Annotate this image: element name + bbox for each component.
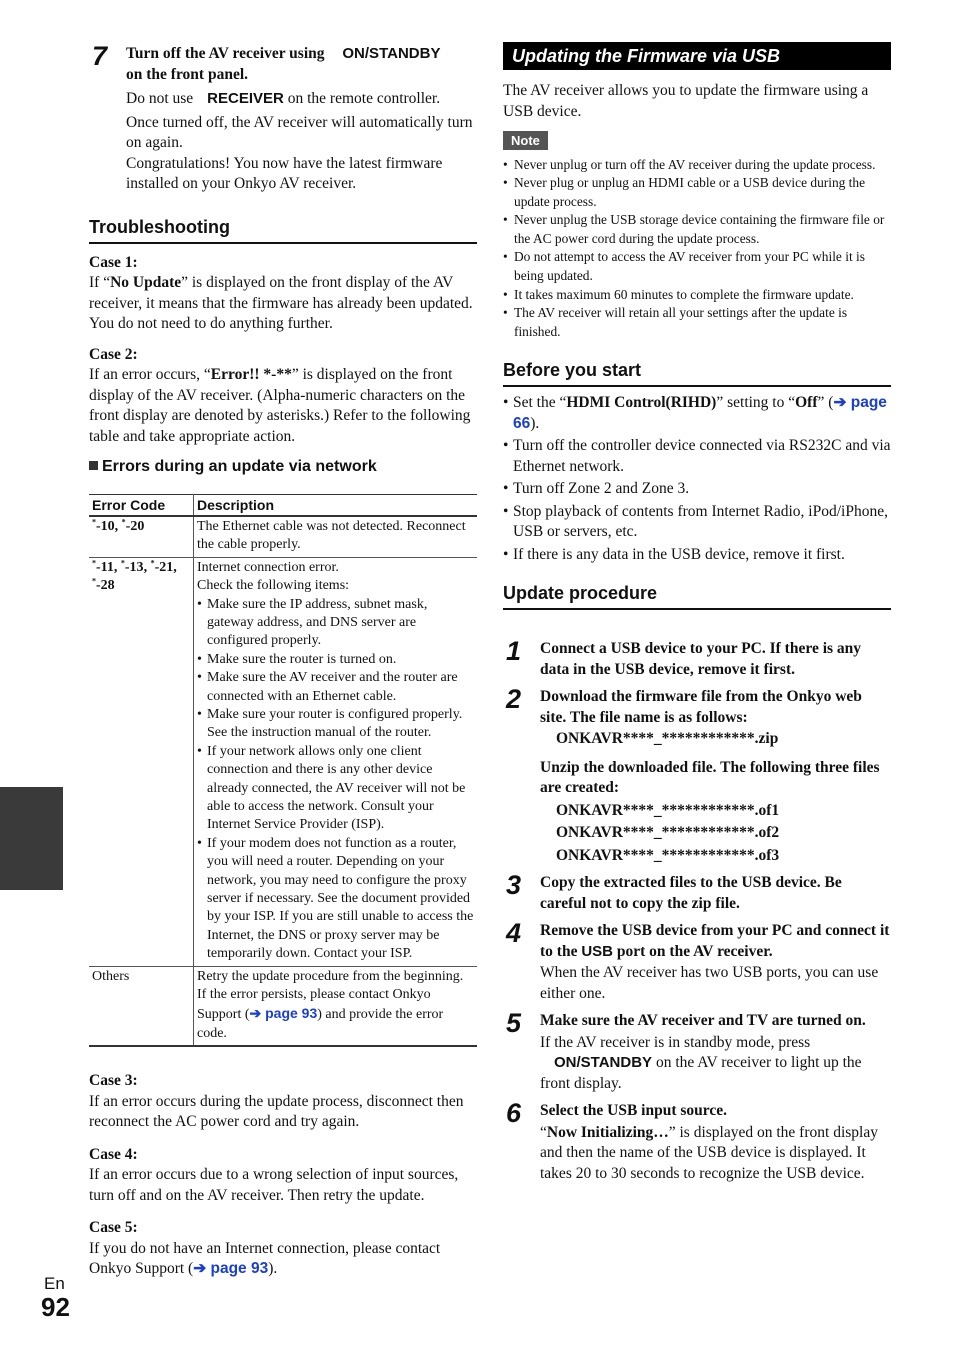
step-number: 6 bbox=[506, 1098, 522, 1129]
list-item: • Do not attempt to access the AV receiver from your PC while it is being updated. bbox=[503, 248, 891, 285]
before-list bbox=[503, 393, 891, 565]
list-item: • Make sure the IP address, subnet mask, gateway address, and DNS server are configured properly. bbox=[197, 596, 474, 651]
description-cell: The Ethernet cable was not detected. Reconnect the cable properly. bbox=[194, 516, 478, 557]
error-code: -28 bbox=[96, 578, 115, 594]
step-6-text-pre: “ bbox=[540, 1123, 547, 1141]
case-3 bbox=[89, 1071, 477, 1133]
left-column bbox=[89, 41, 477, 1280]
list-item: • The AV receiver will retain all your settings after the update is finished. bbox=[503, 304, 891, 341]
page-number: 92 bbox=[41, 1292, 70, 1322]
step-4-heading-post: port on the AV receiver. bbox=[613, 942, 773, 960]
list-item: • It takes maximum 60 minutes to complete the firmware update. bbox=[503, 286, 891, 305]
description-cell bbox=[194, 557, 478, 966]
error-code-cell: *-10, *-20 bbox=[89, 516, 194, 557]
step-1-heading: Connect a USB device to your PC. If there is any data in the USB device, remove it first. bbox=[540, 640, 862, 678]
case-5 bbox=[89, 1218, 477, 1280]
on-standby-button-label: ON/STANDBY bbox=[342, 45, 441, 62]
setting-value: Off bbox=[795, 394, 818, 412]
list-item: • If your network allows only one client connection and there is any other device already connected, the AV receiver will not be able to access the network. Consult your Internet Service Provider (ISP). bbox=[197, 743, 474, 835]
sidebar-section-tab bbox=[0, 787, 63, 890]
page-93-link[interactable]: ➔ page 93 bbox=[249, 1005, 318, 1022]
step-7-heading bbox=[126, 44, 477, 85]
step-number: 7 bbox=[92, 41, 108, 71]
error-message: Error!! *-** bbox=[210, 366, 292, 383]
firmware-filename: ONKAVR****_************.of3 bbox=[556, 846, 780, 864]
case-2-pre: If an error occurs, “ bbox=[89, 366, 211, 383]
col-error-code: Error Code bbox=[89, 494, 194, 516]
case-3-text: If an error occurs during the update process, disconnect then reconnect the AC power cord and try again. bbox=[89, 1092, 464, 1131]
step-5-text-post: on the AV receiver to light up the front display. bbox=[540, 1054, 862, 1092]
list-item: • If there is any data in the USB device, remove it first. bbox=[503, 545, 891, 566]
before-you-start-title: Before you start bbox=[503, 359, 891, 387]
description-post: ) and provide the error code. bbox=[197, 1007, 444, 1041]
step-7-text-3: Congratulations! You now have the latest firmware installed on your Onkyo AV receiver. bbox=[126, 154, 443, 192]
zip-filename: ONKAVR****_************.zip bbox=[556, 730, 779, 748]
table-row bbox=[89, 557, 477, 966]
case-5-pre: If you do not have an Internet connection, please contact Onkyo Support ( bbox=[89, 1239, 441, 1278]
description-line: Check the following items: bbox=[197, 578, 350, 594]
step-7-heading-text: Turn off the AV receiver using bbox=[126, 45, 325, 62]
receiver-button-label: RECEIVER bbox=[207, 90, 284, 107]
step-5-text-pre: If the AV receiver is in standby mode, press bbox=[540, 1033, 811, 1051]
col-description: Description bbox=[194, 494, 478, 516]
step-4-heading-pre: Remove the USB device from your PC and connect it to the bbox=[540, 922, 890, 960]
step-number: 3 bbox=[506, 870, 522, 901]
step-5-text bbox=[540, 1033, 891, 1095]
list-item: • Make sure the router is turned on. bbox=[197, 651, 474, 669]
case-2 bbox=[89, 345, 477, 448]
list-item: • Never plug or unplug an HDMI cable or a USB device during the update process. bbox=[503, 174, 891, 211]
step-3-heading: Copy the extracted files to the USB device. Be careful not to copy the zip file. bbox=[540, 874, 842, 912]
square-bullet-icon bbox=[89, 461, 98, 470]
case-2-title: Case 2: bbox=[89, 345, 138, 363]
list-item: • Stop playback of contents from Internet Radio, iPod/iPhone, USB or servers, etc. bbox=[503, 502, 891, 543]
step-number: 5 bbox=[506, 1008, 522, 1039]
page-93-link[interactable]: ➔ page 93 bbox=[193, 1260, 269, 1278]
no-update-message: No Update bbox=[110, 274, 182, 291]
step-7-text-1 bbox=[126, 89, 477, 110]
error-code: -13 bbox=[124, 559, 144, 575]
page-language: En bbox=[44, 1274, 65, 1293]
error-table bbox=[89, 494, 477, 1048]
list-item bbox=[503, 393, 891, 434]
step-number: 4 bbox=[506, 918, 522, 949]
table-row bbox=[89, 516, 477, 557]
step-1 bbox=[503, 636, 891, 680]
step-2-unzip: Unzip the downloaded file. The following three files are created: bbox=[540, 758, 880, 797]
step-5 bbox=[503, 1008, 891, 1094]
troubleshooting-title: Troubleshooting bbox=[89, 216, 477, 244]
step-number: 1 bbox=[506, 636, 522, 667]
case-3-title: Case 3: bbox=[89, 1072, 138, 1090]
list-item: • Make sure the AV receiver and the router are connected with an Ethernet cable. bbox=[197, 669, 474, 706]
step-4-heading bbox=[540, 921, 891, 962]
step-7 bbox=[89, 41, 477, 195]
update-procedure-title: Update procedure bbox=[503, 582, 891, 610]
step-6-heading: Select the USB input source. bbox=[540, 1102, 728, 1120]
step-4 bbox=[503, 918, 891, 1004]
firmware-filename: ONKAVR****_************.of2 bbox=[556, 824, 780, 842]
list-item: • Never unplug the USB storage device containing the firmware file or the AC power cord during the update process. bbox=[503, 211, 891, 248]
notes-list bbox=[503, 156, 891, 342]
table-header-row bbox=[89, 494, 477, 516]
usb-intro: The AV receiver allows you to update the firmware using a USB device. bbox=[503, 82, 869, 120]
firmware-filename: ONKAVR****_************.of1 bbox=[556, 801, 780, 819]
step-number: 2 bbox=[506, 684, 522, 715]
usb-port-label: USB bbox=[581, 942, 613, 960]
case-2-post: ” is displayed on the front display of the AV receiver. (Alpha-numeric characters on the front display are denoted by asterisks.) Refer to the following table and take appropriate action. bbox=[89, 366, 471, 445]
item-text: Set the “ bbox=[513, 394, 567, 412]
error-code: -11 bbox=[96, 559, 114, 575]
step-7-heading-text-2: on the front panel. bbox=[126, 65, 249, 83]
error-code-cell: Others bbox=[89, 966, 194, 1046]
error-code: -10 bbox=[96, 518, 115, 534]
list-item: • Never unplug or turn off the AV receiver during the update process. bbox=[503, 156, 891, 175]
item-text: ). bbox=[530, 414, 540, 432]
step-6-text bbox=[540, 1123, 891, 1185]
usb-update-banner: Updating the Firmware via USB bbox=[503, 42, 891, 70]
step-7-text-2: Once turned off, the AV receiver will automatically turn on again. bbox=[126, 113, 473, 151]
case-5-text bbox=[89, 1239, 477, 1280]
right-column bbox=[503, 42, 891, 1184]
description-pre: Retry the update procedure from the beginning. If the error persists, please contact Onkyo Support ( bbox=[197, 968, 464, 1023]
setting-name: HDMI Control(RIHD) bbox=[566, 394, 717, 412]
error-code: -21 bbox=[154, 559, 174, 575]
case-5-post: ). bbox=[268, 1260, 278, 1278]
case-5-title: Case 5: bbox=[89, 1219, 138, 1237]
step-4-text: When the AV receiver has two USB ports, you can use either one. bbox=[540, 964, 879, 1002]
case-1-pre: If “ bbox=[89, 274, 111, 291]
item-text: ” ( bbox=[817, 394, 834, 412]
case-4 bbox=[89, 1145, 477, 1207]
list-item: • Make sure your router is configured properly. See the instruction manual of the router. bbox=[197, 706, 474, 743]
step-2 bbox=[503, 684, 891, 866]
item-text: ” setting to “ bbox=[716, 394, 796, 412]
case-1 bbox=[89, 253, 477, 335]
case-2-text bbox=[89, 365, 477, 447]
step-3 bbox=[503, 870, 891, 914]
on-standby-button-label: ON/STANDBY bbox=[554, 1054, 653, 1072]
list-item: • Turn off the controller device connected via RS232C and via Ethernet network. bbox=[503, 436, 891, 477]
case-1-title: Case 1: bbox=[89, 253, 138, 271]
step-6-text-post: ” is displayed on the front display and then the name of the USB device is displayed. It takes 20 to 30 seconds to recognize the USB device. bbox=[540, 1123, 878, 1182]
error-code: -20 bbox=[125, 518, 145, 534]
case-4-text: If an error occurs due to a wrong selection of input sources, turn off and on the AV receiver. Then retry the update. bbox=[89, 1166, 459, 1204]
errors-heading-text: Errors during an update via network bbox=[102, 458, 377, 475]
step-7-text-1-post: on the remote controller. bbox=[283, 90, 441, 107]
step-6 bbox=[503, 1098, 891, 1184]
now-initializing-message: Now Initializing… bbox=[546, 1123, 669, 1141]
description-line: Internet connection error. bbox=[197, 559, 339, 575]
case-1-post: ” is displayed on the front display of the AV receiver, it means that the firmware has already been updated. You do not need to do anything further. bbox=[89, 274, 473, 332]
description-cell bbox=[194, 966, 478, 1046]
case-4-title: Case 4: bbox=[89, 1145, 138, 1163]
page-66-link[interactable]: ➔ page 66 bbox=[513, 394, 887, 432]
step-2-heading: Download the firmware file from the Onkyo web site. The file name is as follows: bbox=[540, 688, 862, 726]
note-badge: Note bbox=[503, 131, 548, 150]
table-row bbox=[89, 966, 477, 1046]
list-item: • If your modem does not function as a router, you will need a router. Depending on your network, you may need to configure the proxy server if necessary. See the document provided by your ISP. If you are still unable to access the Internet, the DNS or proxy server may be temporarily down. Contact your ISP. bbox=[197, 835, 474, 964]
step-7-text-1-pre: Do not use bbox=[126, 90, 194, 107]
case-1-text bbox=[89, 273, 477, 335]
errors-heading bbox=[89, 457, 477, 478]
error-code-cell: *-11, *-13, *-21, *-28 bbox=[89, 557, 194, 966]
check-list bbox=[197, 596, 474, 964]
list-item: • Turn off Zone 2 and Zone 3. bbox=[503, 479, 891, 500]
step-5-heading: Make sure the AV receiver and TV are turned on. bbox=[540, 1012, 866, 1030]
